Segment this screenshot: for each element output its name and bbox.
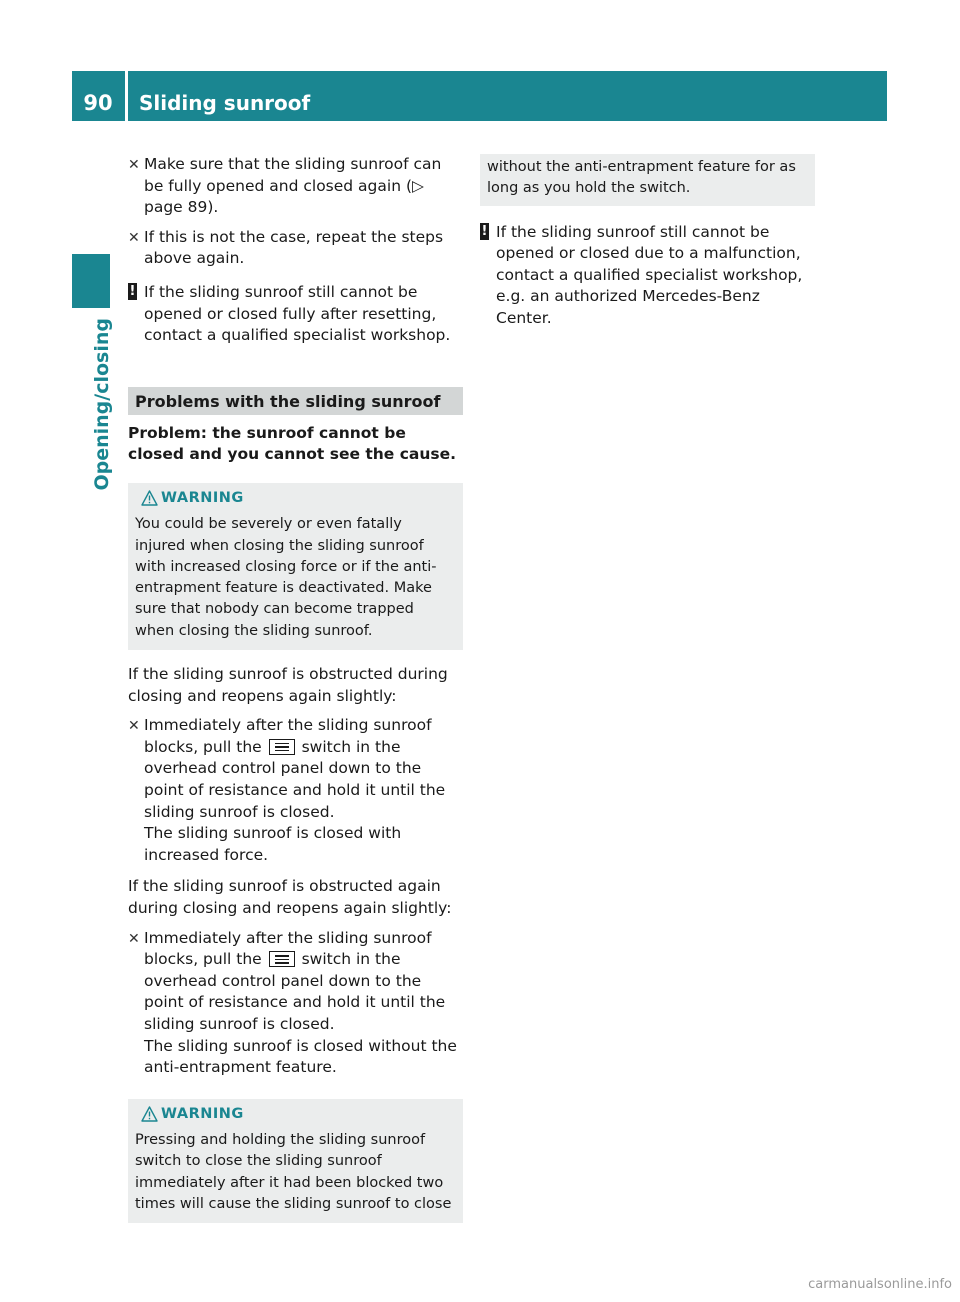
step-x-icon: ✕ xyxy=(128,718,140,735)
caution-note xyxy=(128,282,463,347)
step-x-icon: ✕ xyxy=(128,157,140,173)
warning-title xyxy=(135,488,456,509)
note-text: If the sliding sunroof still cannot be opened or closed fully after resetting, contact a qualified specialist workshop. xyxy=(144,282,451,345)
step-x-icon: ✕ xyxy=(128,229,140,246)
step-text-after: switch in the overhead control panel down to the point of resistance and hold it until the sliding sunroof is closed. xyxy=(144,950,446,1033)
warning-triangle-icon xyxy=(141,490,158,506)
step-result: The sliding sunroof is closed with increased force. xyxy=(144,824,402,864)
warning-box xyxy=(128,1099,463,1223)
step-x-icon: ✕ xyxy=(128,930,140,947)
exclamation-icon: ! xyxy=(129,283,136,299)
step-item xyxy=(128,154,463,219)
step-text-before: Immediately after the sliding sunroof blocks, pull the xyxy=(144,928,432,969)
warning-title-text: WARNING xyxy=(161,1105,244,1122)
note-text: If the sliding sunroof still cannot be opened or closed due to a malfunction, contact a qualified specialist workshop, e.g. an authorized Mercedes-Benz Center. xyxy=(496,222,803,327)
problem-heading: Problem: the sunroof cannot be closed and you cannot see the cause. xyxy=(128,423,457,464)
header-divider xyxy=(125,71,128,121)
page-title: Sliding sunroof xyxy=(139,91,311,115)
step-text-after: switch in the overhead control panel down to the point of resistance and hold it until the sliding sunroof is closed. xyxy=(144,737,446,821)
warning-title-text: WARNING xyxy=(161,489,244,506)
warning-text: without the anti-entrapment feature for as long as you hold the switch. xyxy=(487,159,796,197)
step-item xyxy=(128,715,463,866)
page-number: 90 xyxy=(83,91,113,115)
warning-title xyxy=(135,1104,456,1125)
warning-box-continued xyxy=(480,154,815,206)
step-result: The sliding sunroof is closed without the anti-entrapment feature. xyxy=(144,1036,457,1077)
section-title: Problems with the sliding sunroof xyxy=(128,387,463,415)
step-item xyxy=(128,928,463,1079)
step-item xyxy=(128,227,463,270)
warning-text: You could be severely or even fatally injured when closing the sliding sunroof with increased closing force or if the anti-entrapment feature is deactivated. Make sure that nobody can become trapped when closing the sliding sunroof. xyxy=(135,516,437,639)
page-header xyxy=(72,71,887,121)
paragraph: If the sliding sunroof is obstructed during closing and reopens again slightly: xyxy=(128,665,448,705)
watermark: carmanualsonline.info xyxy=(808,1277,952,1292)
warning-text: Pressing and holding the sliding sunroof switch to close the sliding sunroof immediately after it had been blocked two times will cause the sliding sunroof to close xyxy=(135,1132,452,1212)
step-text-before: Immediately after the sliding sunroof blocks, pull the xyxy=(144,716,432,756)
sunroof-switch-icon xyxy=(269,951,295,967)
paragraph: If the sliding sunroof is obstructed again during closing and reopens again slightly: xyxy=(128,877,452,917)
step-text: If this is not the case, repeat the steps above again. xyxy=(144,227,444,268)
left-column xyxy=(128,154,463,1223)
side-tab-label: Opening/closing xyxy=(91,318,113,491)
right-column xyxy=(480,154,815,330)
caution-note xyxy=(480,222,815,330)
sunroof-switch-icon xyxy=(269,739,295,755)
exclamation-icon: ! xyxy=(481,223,488,239)
step-text: Make sure that the sliding sunroof can be fully opened and closed again (▷ page 89). xyxy=(144,155,442,217)
warning-triangle-icon xyxy=(141,1106,158,1122)
warning-box xyxy=(128,483,463,650)
side-tab xyxy=(91,232,113,491)
